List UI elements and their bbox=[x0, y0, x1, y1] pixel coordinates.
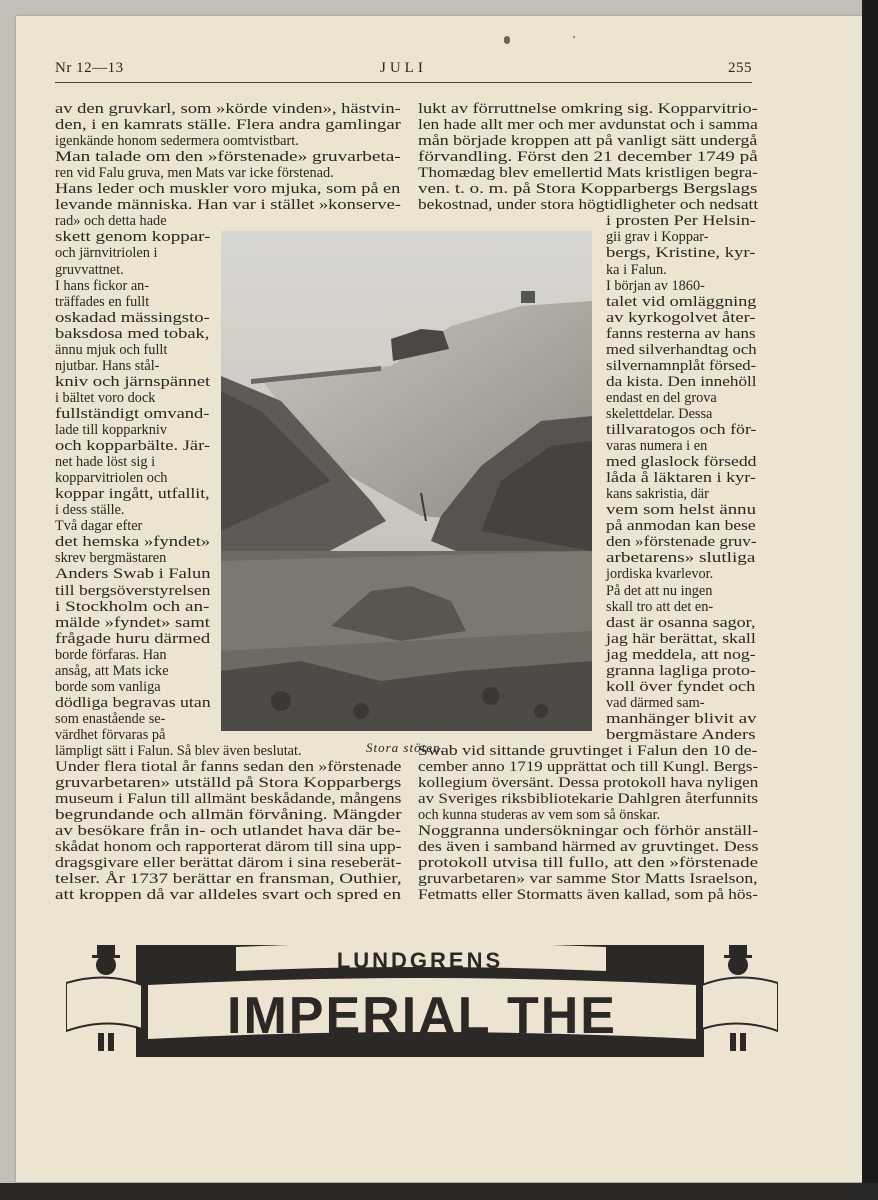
text-line: arbetarens» slutliga bbox=[606, 550, 756, 567]
text-line: låda å läktaren i kyr- bbox=[606, 470, 756, 487]
text-line: Under flera tiotal år fanns sedan den »förstenade bbox=[55, 759, 402, 776]
text-line: oskadad mässingsto- bbox=[55, 309, 210, 326]
text-line: borde som vanliga bbox=[55, 678, 161, 695]
text-line: skådat honom och rapporterat därom till sina upp- bbox=[55, 839, 402, 856]
issue-number: Nr 12—13 bbox=[55, 60, 124, 76]
text-line: levande människa. Han var i stället »konserve- bbox=[55, 197, 401, 214]
month-title: JULI bbox=[380, 60, 427, 76]
text-line: Swab vid sittande gruvtinget i Falun den 10 de- bbox=[418, 743, 758, 759]
text-line: kollegium översänt. Dessa protokoll hava nyligen bbox=[418, 775, 759, 792]
text-line: jag meddela, att nog- bbox=[606, 646, 756, 663]
text-line: koll över fyndet och bbox=[606, 678, 756, 695]
advertisement-banner bbox=[66, 941, 778, 1060]
text-line: värdhet förvaras på bbox=[55, 726, 166, 743]
header-rule bbox=[55, 82, 752, 83]
text-line: kopparvitriolen och bbox=[55, 470, 168, 487]
text-line: manhänger blivit av bbox=[606, 710, 757, 727]
photo-caption: Stora stöten. bbox=[366, 740, 445, 755]
quarry-photograph bbox=[221, 231, 592, 731]
text-line: träffades en fullt bbox=[55, 293, 150, 310]
text-line: dast är osanna sagor, bbox=[606, 614, 756, 631]
text-line: den, i en kamrats ställe. Flera andra gamlingar bbox=[55, 117, 401, 134]
text-line: fullständigt omvand- bbox=[55, 405, 210, 422]
text-line: att kroppen då var alldeles svart och spred en bbox=[55, 887, 402, 904]
text-line: tillvaratogos och för- bbox=[606, 422, 757, 438]
text-line: på anmodan kan bese bbox=[606, 518, 756, 535]
text-line: len hade allt mer och mer avdunstat och i samma bbox=[418, 117, 758, 134]
text-line: kniv och järnspännet bbox=[55, 373, 211, 390]
text-line: Hans leder och muskler voro mjuka, som på en bbox=[55, 181, 401, 198]
ink-spot bbox=[504, 36, 510, 44]
text-line: igenkände honom sedermera oomtvistbart. bbox=[55, 133, 299, 150]
text-line: mälde »fyndet» samt bbox=[55, 614, 210, 631]
text-line: frågade huru därmed bbox=[55, 630, 211, 647]
text-line: granna lagliga proto- bbox=[606, 662, 756, 679]
text-line: jordiska kvarlevor. bbox=[606, 566, 714, 583]
text-line: bekostnad, under stora högtidligheter och nedsatt bbox=[418, 197, 759, 214]
text-line: ren vid Falu gruva, men Mats var icke förstenad. bbox=[55, 165, 334, 182]
text-line: och järnvitriolen i bbox=[55, 245, 158, 262]
text-line: ven. t. o. m. på Stora Kopparbergs Bergslags bbox=[418, 181, 758, 198]
text-line: skelettdelar. Dessa bbox=[606, 405, 713, 422]
text-line: dödliga begravas utan bbox=[55, 694, 211, 711]
text-line: med silverhandtag och bbox=[606, 341, 757, 358]
text-line: På det att nu ingen bbox=[606, 582, 713, 599]
text-line: i prosten Per Helsin- bbox=[606, 213, 756, 230]
text-line: museum i Falun till allmänt beskådande, mångens bbox=[55, 791, 402, 808]
text-line: njutbar. Hans stål- bbox=[55, 357, 160, 374]
text-line: dragsgivare eller berättat därom i sina reseberät- bbox=[55, 855, 402, 872]
text-line: net hade löst sig i bbox=[55, 454, 156, 471]
ad-top-word: LUNDGRENS bbox=[336, 948, 504, 973]
text-line: gruvvattnet. bbox=[55, 261, 124, 278]
text-line: som enastående se- bbox=[55, 710, 166, 727]
text-line: det hemska »fyndet» bbox=[55, 534, 211, 551]
text-line: med glaslock försedd bbox=[606, 454, 757, 471]
text-line: lukt av förruttnelse omkring sig. Kopparvitrio- bbox=[418, 101, 758, 117]
text-line: gruvarbetaren» var samme Stor Matts Israelson, bbox=[418, 871, 758, 888]
quarry-photo-drawing bbox=[221, 231, 592, 731]
text-line: skett genom koppar- bbox=[55, 229, 211, 246]
text-line: och kopparbälte. Jär- bbox=[55, 438, 211, 455]
text-line: ka i Falun. bbox=[606, 261, 667, 278]
ad-main-word: IMPERIAL THE bbox=[227, 987, 617, 1045]
running-header bbox=[55, 60, 752, 82]
text-line: kans sakristia, där bbox=[606, 486, 709, 503]
text-line: da kista. Den innehöll bbox=[606, 373, 757, 390]
text-line: bergs, Kristine, kyr- bbox=[606, 245, 756, 262]
text-line: av den gruvkarl, som »körde vinden», hästvin- bbox=[55, 101, 401, 117]
text-line: baksdosa med tobak, bbox=[55, 325, 210, 342]
text-line: av besökare från in- och utlandet hava där be- bbox=[55, 823, 402, 840]
text-line: silvernamnplåt försed- bbox=[606, 357, 757, 374]
text-line: talet vid omläggning bbox=[606, 293, 757, 310]
text-line: skall tro att det en- bbox=[606, 598, 714, 615]
text-line: av kyrkogolvet åter- bbox=[606, 309, 756, 326]
scan-edge-bottom bbox=[0, 1183, 878, 1200]
text-line: till bergsöverstyrelsen bbox=[55, 582, 211, 599]
text-line: fanns resterna av hans bbox=[606, 325, 756, 342]
text-line: lämpligt sätt i Falun. Så blev även beslutat. bbox=[55, 743, 302, 759]
text-line: I början av 1860- bbox=[606, 277, 705, 294]
text-line: förvandling. Först den 21 december 1749 på bbox=[418, 149, 758, 166]
text-line: Man talade om den »förstenade» gruvarbeta- bbox=[55, 149, 401, 166]
text-line: vad därmed sam- bbox=[606, 694, 705, 711]
text-line: Noggranna undersökningar och förhör anställ- bbox=[418, 823, 759, 840]
text-line: Fetmatts eller Stormatts även kallad, som på hös- bbox=[418, 887, 758, 904]
text-line: i dess ställe. bbox=[55, 502, 125, 519]
text-line: av Sveriges riksbibliotekarie Dahlgren återfunnits bbox=[418, 791, 759, 808]
text-line: endast en del grova bbox=[606, 389, 717, 406]
text-line: i bältet voro dock bbox=[55, 389, 156, 406]
text-line: i Stockholm och an- bbox=[55, 598, 210, 615]
text-line: I hans fickor an- bbox=[55, 277, 150, 294]
text-line: protokoll utvisa till fullo, att den »förstenade bbox=[418, 855, 759, 872]
text-line: den »förstenade gruv- bbox=[606, 534, 757, 551]
page-number: 255 bbox=[728, 60, 752, 76]
text-line: cember anno 1719 upprättat och till Kungl. Bergs- bbox=[418, 759, 759, 776]
text-line: varas numera i en bbox=[606, 438, 708, 455]
text-line: Thomædag blev emellertid Mats kristligen begra- bbox=[418, 165, 758, 182]
text-line: telser. År 1737 berättar en fransman, Outhier, bbox=[55, 871, 402, 888]
text-line: ansåg, att Mats icke bbox=[55, 662, 169, 679]
text-line: gruvarbetaren» utställd på Stora Kopparbergs bbox=[55, 775, 402, 792]
text-line: lade till kopparkniv bbox=[55, 422, 167, 438]
text-line: des även i samband härmed av gruvtinget. Dess bbox=[418, 839, 759, 856]
text-line: begrundande och allmän förvåning. Mängder bbox=[55, 807, 402, 824]
text-line: rad» och detta hade bbox=[55, 213, 167, 230]
text-line: gii grav i Koppar- bbox=[606, 229, 709, 246]
text-line: ännu mjuk och fullt bbox=[55, 341, 168, 358]
text-line: Anders Swab i Falun bbox=[55, 566, 211, 583]
text-line: jag här berättat, skall bbox=[606, 630, 756, 647]
ink-speck bbox=[573, 36, 575, 38]
text-line: mån började kroppen att på vanligt sätt undergå bbox=[418, 133, 758, 150]
text-line: borde förfaras. Han bbox=[55, 646, 167, 663]
text-line: koppar ingått, utfallit, bbox=[55, 486, 210, 503]
scan-edge-right bbox=[862, 0, 878, 1200]
imperial-the-advertisement bbox=[66, 941, 778, 1060]
text-line: vem som helst ännu bbox=[606, 502, 756, 519]
text-line: skrev bergmästaren bbox=[55, 550, 167, 567]
text-line: bergmästare Anders bbox=[606, 726, 756, 743]
text-line: Två dagar efter bbox=[55, 518, 143, 535]
text-line: och kunna studeras av vem som så önskar. bbox=[418, 807, 661, 824]
